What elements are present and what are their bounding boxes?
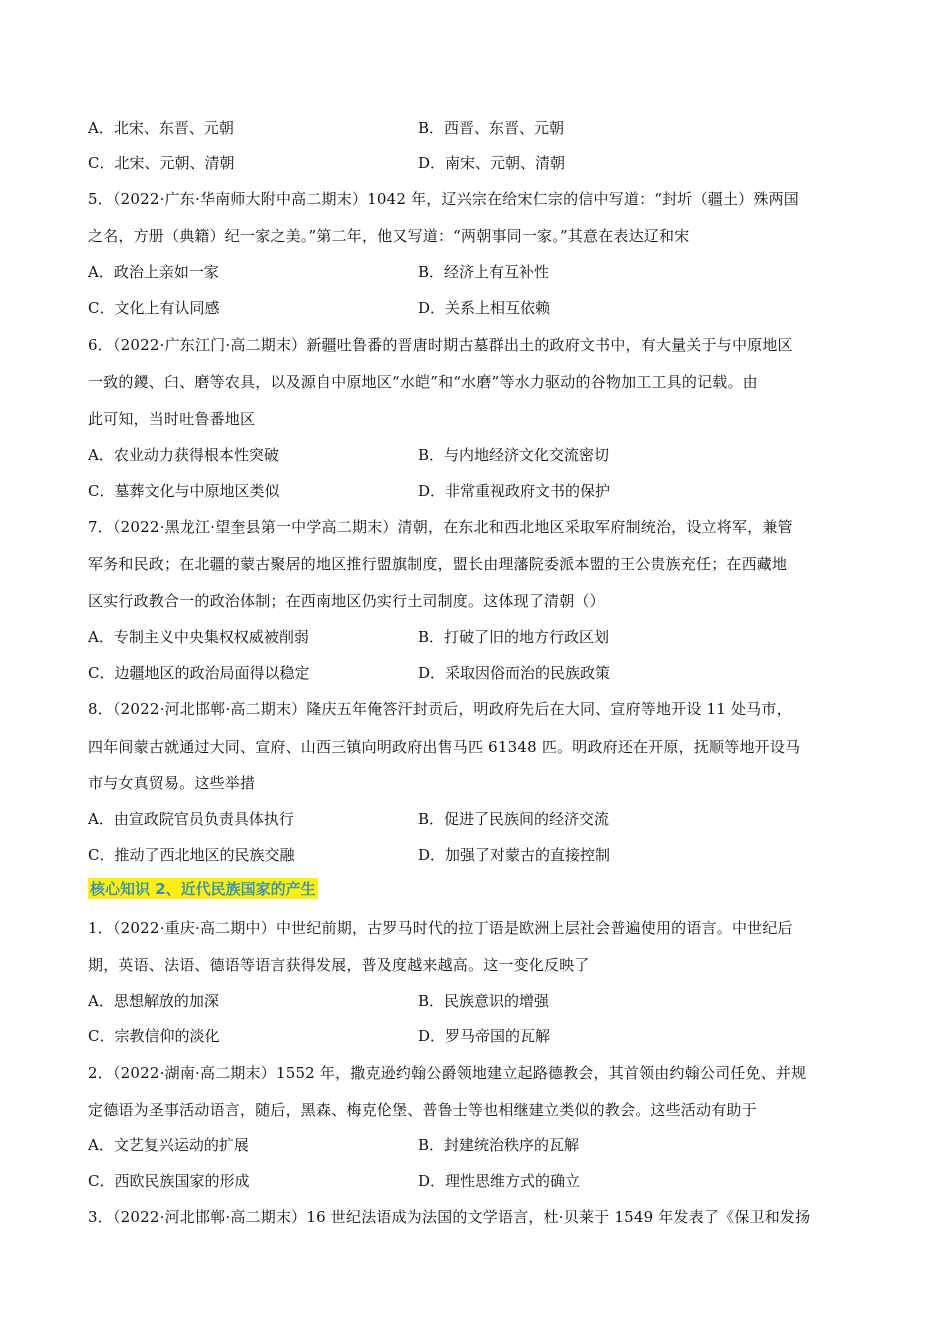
option-a: A．北宋、东晋、元朝	[88, 119, 234, 137]
question-5-line-1: 5．（2022·广东·华南师大附中高二期末）1042 年，辽兴宗在给宋仁宗的信中写道：“封圻（疆土）殊两国	[88, 190, 799, 208]
option-d: D．非常重视政府文书的保护	[418, 482, 611, 500]
option-a: A．农业动力获得根本性突破	[88, 446, 279, 464]
option-a: A．思想解放的加深	[88, 992, 219, 1010]
option-d: D．罗马帝国的瓦解	[418, 1027, 551, 1045]
option-d: D．采取因俗而治的民族政策	[418, 664, 611, 682]
option-c: C．文化上有认同感	[88, 299, 220, 317]
option-d: D．理性思维方式的确立	[418, 1172, 581, 1190]
option-b: B．与内地经济文化交流密切	[418, 446, 610, 464]
question-8-line-2: 四年间蒙古就通过大同、宣府、山西三镇向明政府出售马匹 61348 匹。明政府还在开原，抚顺等地开设马	[88, 738, 801, 756]
option-b: B．经济上有互补性	[418, 263, 550, 281]
option-a: A．文艺复兴运动的扩展	[88, 1136, 249, 1154]
question-5-line-2: 之名，方册（典籍）纪一家之美。”第二年，他又写道：“两朝事同一家。”其意在表达辽和宋	[88, 227, 690, 245]
question-2-line-2: 定德语为圣事活动语言，随后，黑森、梅克伦堡、普鲁士等也相继建立类似的教会。这些活动有助于	[88, 1101, 757, 1119]
option-d: D．关系上相互依赖	[418, 299, 551, 317]
option-c: C．墓葬文化与中原地区类似	[88, 482, 280, 500]
question-1-line-1: 1．（2022·重庆·高二期中）中世纪前期，古罗马时代的拉丁语是欧洲上层社会普遍使用的语言。中世纪后	[88, 919, 793, 937]
option-c: C．西欧民族国家的形成	[88, 1172, 250, 1190]
option-b: B．打破了旧的地方行政区划	[418, 628, 610, 646]
question-6-line-2: 一致的鑁、臼、磨等农具，以及源自中原地区“水皑”和“水磨”等水力驱动的谷物加工工具的记载。由	[88, 373, 758, 391]
option-d: D．加强了对蒙古的直接控制	[418, 846, 611, 864]
question-6-line-3: 此可知，当时吐鲁番地区	[88, 410, 256, 428]
option-b: B．民族意识的增强	[418, 992, 550, 1010]
question-7-line-2: 军务和民政；在北疆的蒙古聚居的地区推行盟旗制度，盟长由理藩院委派本盟的王公贵族充任；在西藏地	[88, 555, 788, 573]
option-a: A．专制主义中央集权权威被削弱	[88, 628, 309, 646]
option-c: C．边疆地区的政治局面得以稳定	[88, 664, 310, 682]
option-a: A．由宣政院官员负责具体执行	[88, 810, 294, 828]
option-d: D．南宋、元朝、清朝	[418, 154, 566, 172]
option-c: C．北宋、元朝、清朝	[88, 154, 235, 172]
section-heading: 核心知识 2、近代民族国家的产生	[90, 880, 316, 898]
question-3-line-1: 3．（2022·河北邯郸·高二期末）16 世纪法语成为法国的文学语言，杜·贝莱于 1549 年发表了《保卫和发扬	[88, 1208, 811, 1226]
question-7-line-1: 7．（2022·黑龙江·望奎县第一中学高二期末）清朝，在东北和西北地区采取军府制统治，设立将军，兼管	[88, 518, 793, 536]
question-7-line-3: 区实行政教合一的政治体制；在西南地区仍实行土司制度。这体现了清朝（）	[88, 592, 605, 610]
question-2-line-1: 2．（2022·湖南·高二期末）1552 年，撒克逊约翰公爵领地建立起路德教会，其首领由约翰公司任免、并规	[88, 1064, 807, 1082]
option-c: C．推动了西北地区的民族交融	[88, 846, 295, 864]
question-6-line-1: 6．（2022·广东江门·高二期末）新疆吐鲁番的晋唐时期古墓群出土的政府文书中，有大量关于与中原地区	[88, 336, 793, 354]
option-a: A．政治上亲如一家	[88, 263, 219, 281]
option-b: B．西晋、东晋、元朝	[418, 119, 565, 137]
question-1-line-2: 期，英语、法语、德语等语言获得发展，普及度越来越高。这一变化反映了	[88, 956, 590, 974]
question-8-line-1: 8．（2022·河北邯郸·高二期末）隆庆五年俺答汗封贡后，明政府先后在大同、宣府等地开设 11 处马市，	[88, 700, 792, 718]
option-b: B．封建统治秩序的瓦解	[418, 1136, 580, 1154]
question-8-line-3: 市与女真贸易。这些举措	[88, 774, 256, 792]
option-c: C．宗教信仰的淡化	[88, 1027, 220, 1045]
option-b: B．促进了民族间的经济交流	[418, 810, 610, 828]
